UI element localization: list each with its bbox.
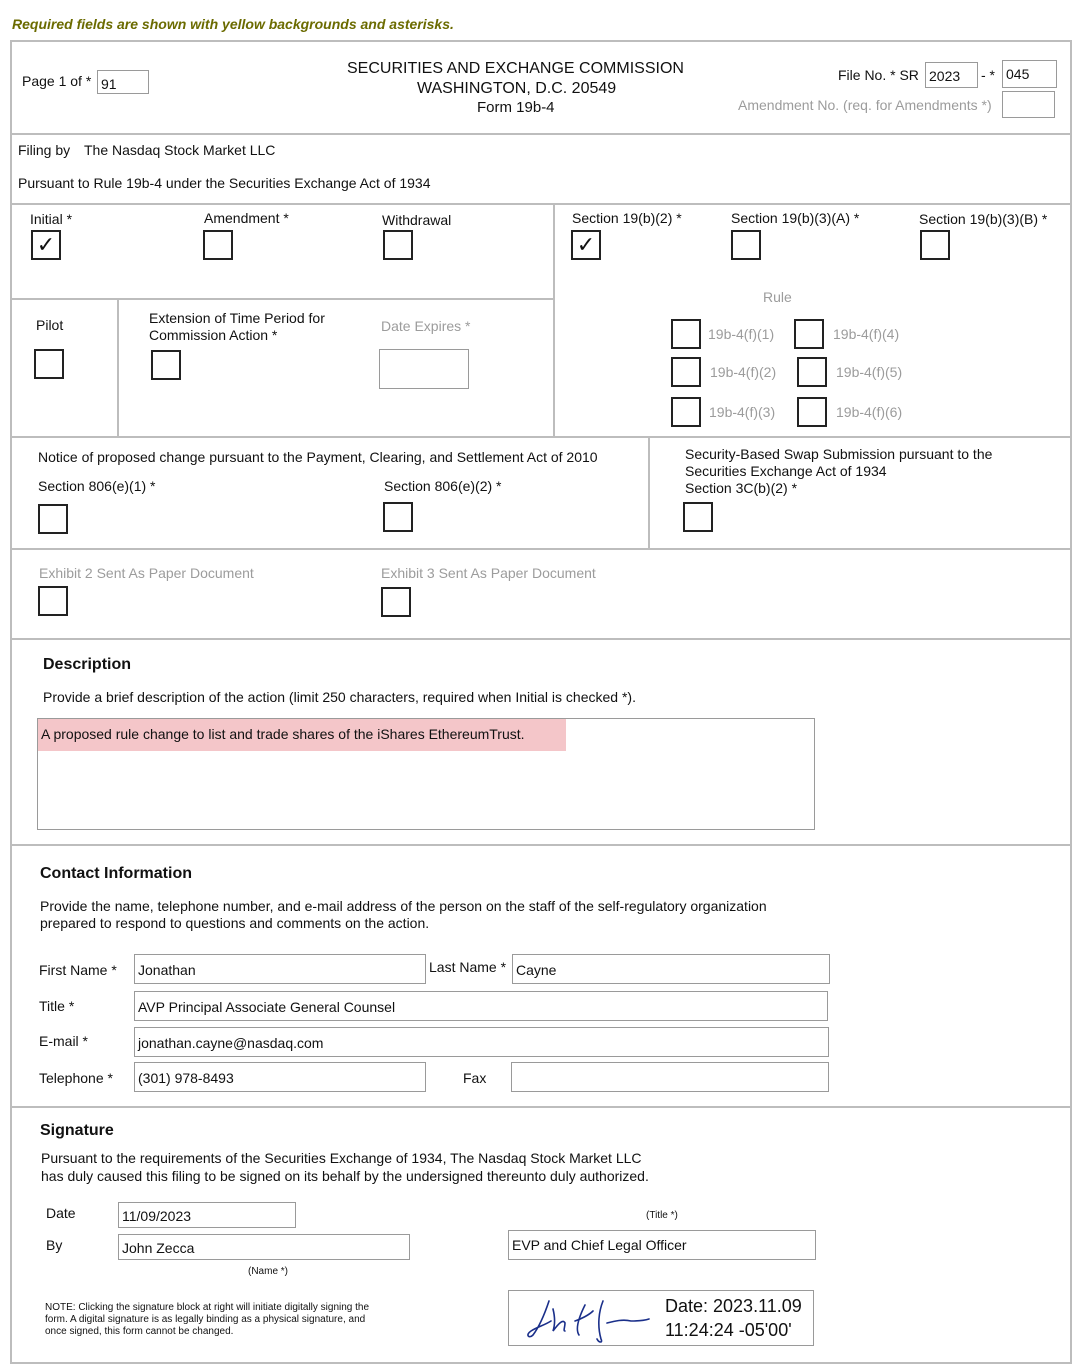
contact-title: Contact Information — [40, 865, 192, 882]
section-19b3b-checkbox[interactable] — [920, 230, 950, 260]
signature-note-3: once signed, this form cannot be changed. — [45, 1326, 234, 1337]
digital-signature-block[interactable] — [508, 1290, 814, 1346]
section-806e1-checkbox[interactable] — [38, 504, 68, 534]
withdrawal-checkbox[interactable] — [383, 230, 413, 260]
file-year-field[interactable]: 2023 — [925, 62, 978, 88]
title-field[interactable]: AVP Principal Associate General Counsel — [134, 991, 828, 1021]
divider — [10, 133, 1072, 135]
rule-f1-checkbox[interactable] — [671, 319, 701, 349]
description-title: Description — [43, 656, 132, 673]
withdrawal-label: Withdrawal — [382, 212, 452, 228]
rule-f1-label: 19b-4(f)(1) — [708, 326, 775, 342]
last-name-field[interactable]: Cayne — [512, 954, 830, 984]
extension-label: Extension of Time Period for — [149, 310, 325, 326]
signature-date-label: Date — [46, 1205, 76, 1221]
signature-note-2: form. A digital signature is as legally binding as a physical signature, and — [45, 1314, 366, 1325]
title-caption: (Title *) — [646, 1210, 678, 1221]
signature-note-1: NOTE: Clicking the signature block at right will initiate digitally signing the — [45, 1302, 370, 1313]
section-806e1-label: Section 806(e)(1) * — [38, 478, 156, 494]
form-number: Form 19b-4 — [477, 99, 555, 116]
rule-f5-checkbox[interactable] — [797, 357, 827, 387]
swap-checkbox[interactable] — [683, 502, 713, 532]
exhibit-3-checkbox[interactable] — [381, 587, 411, 617]
rule-f6-label: 19b-4(f)(6) — [836, 404, 903, 420]
file-separator: - * — [981, 67, 995, 83]
exhibit-3-label: Exhibit 3 Sent As Paper Document — [381, 565, 596, 581]
contact-instructions-1: Provide the name, telephone number, and e-mail address of the person on the staff of the self-regulatory organization — [40, 898, 767, 914]
signature-text-2: has duly caused this filing to be signed on its behalf by the undersigned thereunto duly authorized. — [41, 1168, 649, 1184]
section-19b3a-checkbox[interactable] — [731, 230, 761, 260]
amendment-field[interactable] — [1002, 91, 1055, 118]
filing-by-label: Filing by — [18, 142, 71, 158]
pilot-label: Pilot — [36, 317, 64, 333]
telephone-label: Telephone * — [39, 1070, 113, 1086]
signature-text-1: Pursuant to the requirements of the Securities Exchange of 1934, The Nasdaq Stock Market LLC — [41, 1150, 642, 1166]
swap-text-1: Security-Based Swap Submission pursuant to the — [685, 446, 993, 462]
rule-f4-checkbox[interactable] — [794, 319, 824, 349]
page-label: Page 1 of * — [22, 73, 92, 89]
extension-label-2: Commission Action * — [149, 327, 278, 343]
date-expires-label: Date Expires * — [381, 318, 471, 334]
divider — [10, 1106, 1072, 1108]
filer-name: The Nasdaq Stock Market LLC — [84, 142, 276, 158]
pcs-notice-text: Notice of proposed change pursuant to the Payment, Clearing, and Settlement Act of 2010 — [38, 449, 598, 465]
required-fields-notice: Required fields are shown with yellow backgrounds and asterisks. — [12, 16, 454, 32]
divider — [10, 298, 554, 300]
divider — [10, 844, 1072, 846]
email-field[interactable]: jonathan.cayne@nasdaq.com — [134, 1027, 829, 1057]
fax-field[interactable] — [511, 1062, 829, 1092]
initial-label: Initial * — [30, 211, 73, 227]
pursuant-text: Pursuant to Rule 19b-4 under the Securities Exchange Act of 1934 — [18, 175, 431, 191]
handwritten-signature — [519, 1291, 669, 1345]
rule-f3-checkbox[interactable] — [671, 397, 701, 427]
swap-text-2: Securities Exchange Act of 1934 — [685, 463, 887, 479]
rule-f4-label: 19b-4(f)(4) — [833, 326, 900, 342]
rule-f5-label: 19b-4(f)(5) — [836, 364, 903, 380]
pilot-checkbox[interactable] — [34, 349, 64, 379]
rule-f2-checkbox[interactable] — [671, 357, 701, 387]
page-total-field[interactable]: 91 — [97, 70, 149, 94]
title-label: Title * — [39, 998, 75, 1014]
rule-f6-checkbox[interactable] — [797, 397, 827, 427]
signature-timestamp-time: 11:24:24 -05'00' — [665, 1320, 792, 1340]
telephone-field[interactable]: (301) 978-8493 — [134, 1062, 426, 1092]
name-caption: (Name *) — [248, 1266, 289, 1277]
swap-text-3: Section 3C(b)(2) * — [685, 480, 798, 496]
agency-city: WASHINGTON, D.C. 20549 — [417, 80, 617, 97]
last-name-label: Last Name * — [429, 959, 507, 975]
amendment-label: Amendment No. (req. for Amendments *) — [738, 97, 992, 113]
rule-f3-label: 19b-4(f)(3) — [709, 404, 776, 420]
signer-name-field[interactable]: John Zecca — [118, 1234, 410, 1260]
section-806e2-checkbox[interactable] — [383, 502, 413, 532]
section-19b2-label: Section 19(b)(2) * — [572, 210, 682, 226]
file-number-field[interactable]: 045 — [1002, 60, 1057, 88]
rule-label: Rule — [763, 289, 792, 305]
agency-title: SECURITIES AND EXCHANGE COMMISSION — [347, 60, 684, 77]
contact-instructions-2: prepared to respond to questions and comments on the action. — [40, 915, 430, 931]
section-19b3b-label: Section 19(b)(3)(B) * — [919, 211, 1048, 227]
divider — [10, 548, 1072, 550]
signature-title: Signature — [40, 1122, 114, 1139]
fax-label: Fax — [463, 1070, 487, 1086]
exhibit-2-checkbox[interactable] — [38, 586, 68, 616]
exhibit-2-label: Exhibit 2 Sent As Paper Document — [39, 565, 254, 581]
divider — [10, 436, 1072, 438]
description-value: A proposed rule change to list and trade shares of the iShares EthereumTrust. — [38, 719, 566, 751]
divider — [10, 638, 1072, 640]
first-name-label: First Name * — [39, 962, 117, 978]
first-name-field[interactable]: Jonathan — [134, 954, 426, 984]
divider — [10, 203, 1072, 205]
description-instructions: Provide a brief description of the action (limit 250 characters, required when Initial is checked *). — [43, 689, 636, 705]
divider — [648, 436, 650, 549]
email-label: E-mail * — [39, 1033, 89, 1049]
section-806e2-label: Section 806(e)(2) * — [384, 478, 502, 494]
signature-timestamp-date: Date: 2023.11.09 — [665, 1296, 802, 1316]
initial-checkbox[interactable]: ✓ — [31, 230, 61, 260]
rule-f2-label: 19b-4(f)(2) — [710, 364, 777, 380]
by-label: By — [46, 1237, 63, 1253]
file-no-label: File No. * SR — [838, 67, 919, 83]
amendment-checkbox[interactable] — [203, 230, 233, 260]
section-19b2-checkbox[interactable]: ✓ — [571, 230, 601, 260]
date-expires-field[interactable] — [379, 349, 469, 389]
signature-date-field[interactable]: 11/09/2023 — [118, 1202, 296, 1228]
amendment-type-label: Amendment * — [204, 210, 289, 226]
section-19b3a-label: Section 19(b)(3)(A) * — [731, 210, 860, 226]
extension-checkbox[interactable] — [151, 350, 181, 380]
signer-title-field[interactable]: EVP and Chief Legal Officer — [508, 1230, 816, 1260]
description-textarea[interactable] — [37, 718, 815, 830]
divider — [117, 298, 119, 437]
divider — [553, 203, 555, 437]
